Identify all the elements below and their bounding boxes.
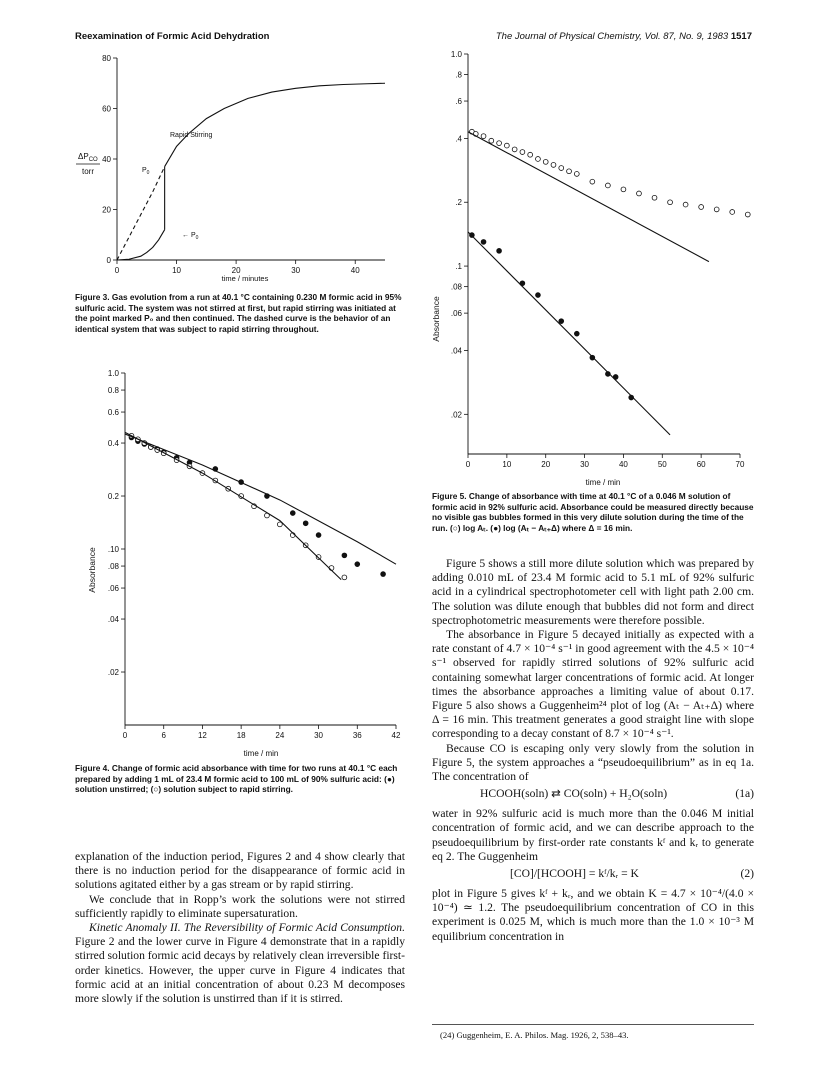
data-point-open [637,191,642,196]
running-header-journal [448,31,752,42]
figure-5-chart [418,44,758,489]
right-column-text [432,557,754,944]
fit-line [117,230,165,260]
figure-4-ylabel: Absorbance [87,547,97,593]
x-tick-label: 30 [580,460,590,469]
figure-5-caption [432,491,754,533]
data-point-open [574,172,579,177]
y-tick-label: 20 [102,205,111,215]
x-tick-label: 0 [122,731,128,740]
x-tick-label: 42 [391,731,401,740]
section-heading: Kinetic Anomaly II. The Reversibility of Formic Acid Consumption. [89,921,405,935]
figure-5-caption-text: Change of absorbance with time at 40.1 °C of a 0.046 M solution of formic acid in 92% sulfuric acid. Absorbance could be measured directly because no visible gas bubbles formed in this very dilute solution during the time of the run. (○) log Aₜ. (●) log (Aₜ − Aₜ₊Δ) where Δ = 16 min. [432,491,754,533]
data-point-open [551,162,556,167]
y-tick-label: 0 [106,256,111,265]
data-point-open [668,200,673,205]
data-point-filled [481,240,486,245]
x-tick-label: 60 [696,460,706,469]
footnote-24: (24) Guggenheim, E. A. Philos. Mag. 1926, 2, 538–43. [440,1030,629,1040]
left-paragraph-2: We conclude that in Ropp’s work the solutions were not stirred sufficiently rapidly to eliminate supersaturation. [75,892,405,920]
y-tick-label: .08 [450,282,462,292]
y-tick-label: 1.0 [450,50,462,59]
x-tick-label: 50 [657,460,667,469]
data-point-open [543,159,548,164]
data-point-filled [355,562,360,567]
right-paragraph-1: Figure 5 shows a still more dilute solution which was prepared by adding 0.010 mL of 23.4 M formic acid to 5.1 mL of 92% sulfuric acid in a cylindrical spectrophotometer cell with light path 2.00 cm. The solution was dilute enough that bubbles did not form and direct spectrophotometric measurements were therefore possible. [432,557,754,627]
data-point-open [481,134,486,139]
data-point-open [683,202,688,207]
x-tick-label: 0 [114,266,120,275]
fit-line [125,432,341,579]
figure-3-caption-text: Gas evolution from a run at 40.1 °C containing 0.230 M formic acid in 95% sulfuric acid. The system was not stirred at first, but rapid stirring was initiated at the point marked P₀ and then continued. The dashed curve is the behavior of an identical system that was subject to rapid stirring throughout. [75,292,402,334]
y-tick-label: 0.6 [107,408,119,418]
data-point-open [590,179,595,184]
data-point-open [528,152,533,157]
data-point-filled [536,293,541,298]
x-tick-label: 24 [275,731,285,740]
y-tick-label: 60 [102,104,111,114]
running-header-title: Reexamination of Formic Acid Dehydration [75,31,270,42]
right-paragraph-3: Because CO is escaping only very slowly from the solution in Figure 5, the system approaches a “pseudoequilibrium” as in eq 1a. The concentration of [432,741,754,784]
data-point-filled [290,511,295,516]
data-point-open [504,143,509,148]
data-point-filled [381,572,386,577]
figure-5-plot-area [451,50,750,469]
equation-1a-number: (1a) [735,787,754,801]
figure-3-ylabel-unit: torr [82,167,94,176]
page-number: 1517 [730,31,752,42]
data-point-open [745,212,750,217]
y-tick-label: .06 [450,309,462,319]
fit-line [468,132,709,262]
figure-5-label: Figure 5. [432,491,467,501]
data-point-open [714,207,719,212]
data-point-open [567,169,572,174]
figure-4-label: Figure 4. [75,763,110,773]
data-point-open [605,183,610,188]
data-point-open [559,166,564,171]
y-tick-label: .8 [455,70,462,80]
left-column-text [75,850,405,1006]
p0-label-lower: ← $P_0$ [182,232,199,241]
y-tick-label: .1 [455,262,462,272]
y-tick-label: 0.4 [107,439,119,449]
equation-2-number: (2) [740,867,754,881]
figure-3-label: Figure 3. [75,292,110,302]
fit-line [165,83,385,166]
data-point-filled [559,319,564,324]
y-tick-label: .08 [107,562,119,572]
y-tick-label: 0.8 [107,386,119,396]
data-point-open [730,210,735,215]
y-tick-label: .04 [107,615,119,625]
data-point-filled [590,355,595,360]
figure-3-chart [70,44,400,290]
y-tick-label: .06 [107,584,119,594]
x-tick-label: 18 [236,731,246,740]
figure-4-chart [70,340,410,780]
data-point-open [536,157,541,162]
x-tick-label: 20 [541,460,551,469]
y-tick-label: .10 [107,545,119,554]
rapid-stirring-label: Rapid Stirring [170,132,213,139]
y-tick-label: .6 [455,97,462,107]
y-tick-label: .4 [455,134,462,144]
figure-3-plot-area [102,54,385,275]
figure-5-ylabel: Absorbance [431,296,441,342]
y-tick-label: .02 [450,410,462,420]
x-tick-label: 70 [735,460,745,469]
x-tick-label: 36 [352,731,362,740]
right-paragraph-2: The absorbance in Figure 5 decayed initially as expected with a rate constant of 4.7 × 10⁻⁴ s⁻¹ in good agreement with the 4.5 × 10⁻⁴ s⁻¹ observed for rapidly stirred solutions of 92% sulfuric acid containing somewhat larger concentrations of formic acid. At longer times the absorbance approaches a limiting value of about 0.17. Figure 5 also shows a Guggenheim²⁴ plot of log (Aₜ − Aₜ₊Δ) where Δ = 16 min. This treatment generates a good straight line with slope corresponding to a decay constant of 8.7 × 10⁻⁴ s⁻¹. [432,628,754,741]
figure-3-xlabel: time / minutes [221,274,269,283]
x-tick-label: 12 [197,731,207,740]
data-point-open [342,575,347,580]
x-tick-label: 30 [314,731,324,740]
data-point-open [512,147,517,152]
data-point-filled [303,521,308,526]
data-point-filled [574,331,579,336]
x-tick-label: 0 [465,460,471,469]
equation-2-body: [CO]/[HCOOH] = kᶠ/kᵣ = K [510,867,639,881]
figure-4-caption-text: Change of formic acid absorbance with time for two runs at 40.1 °C each prepared by adding 1 mL of 23.4 M formic acid to 100 mL of 90% sulfuric acid: (●) solution unstirred; (○) solution subject to rapid stirring. [75,763,398,795]
y-tick-label: .2 [455,198,462,208]
x-tick-label: 20 [231,266,241,275]
data-point-open [621,187,626,192]
x-tick-label: 40 [350,266,360,275]
data-point-open [497,141,502,146]
y-tick-label: .02 [107,668,119,678]
y-tick-label: 1.0 [107,369,119,378]
left-paragraph-3: Kinetic Anomaly II. The Reversibility of Formic Acid Consumption. Figure 2 and the lower curve in Figure 4 demonstrate that in a rapidly stirred solution formic acid decays by relatively clean irreversible first-order kinetics. However, the upper curve in Figure 4 indicates that formic acid at an initial concentration of about 0.23 M decomposes more slowly if the solution is unstirred than if it is stirred. [75,921,405,1006]
data-point-open [520,150,525,155]
right-paragraph-4: water in 92% sulfuric acid is much more than the 0.046 M initial concentration of formic acid, and we can describe approach to the pseudoequilibrium by first-order rate constants kᶠ and kᵣ to generate eq 2. The Guggenheim [432,807,754,863]
equation-1a-body: HCOOH(soln) ⇄ CO(soln) + H₂O(soln) [480,787,668,801]
p0-label-upper: $P_0$ [142,167,150,176]
figure-4-plot-area [108,369,401,740]
x-tick-label: 10 [172,266,182,275]
figure-4-xlabel: time / min [243,749,279,758]
figure-3-ylabel: $\Delta P_{CO}$ [78,152,98,163]
journal-citation: The Journal of Physical Chemistry, Vol. 87, No. 9, 1983 [495,31,729,42]
equation-2 [432,867,754,887]
data-point-filled [342,553,347,558]
y-tick-label: 80 [102,54,111,63]
figure-3-caption [75,292,405,334]
y-tick-label: 40 [102,155,111,164]
left-paragraph-1: explanation of the induction period, Figures 2 and 4 show clearly that there is no induction period for the disappearance of formic acid in solutions agitated either by a gas stream or by rapid stirring. [75,850,405,892]
data-point-open [489,138,494,143]
footnote-rule [432,1024,754,1025]
data-point-filled [316,533,321,538]
data-point-filled [497,248,502,253]
data-point-open [699,205,704,210]
fit-line [468,232,670,435]
x-tick-label: 10 [502,460,512,469]
figure-4-caption [75,763,405,795]
y-tick-label: 0.2 [107,492,119,502]
figure-5-xlabel: time / min [585,478,621,487]
x-tick-label: 30 [291,266,301,275]
data-point-open [652,195,657,200]
dashed-curve [117,167,165,260]
equation-1a [432,787,754,807]
x-tick-label: 6 [161,731,166,740]
right-paragraph-5: plot in Figure 5 gives kᶠ + kᵣ, and we obtain K = 4.7 × 10⁻⁴/(4.0 × 10⁻⁴) ≃ 1.2. The pseudoequilibrium concentration of CO in this experiment is 0.025 M, which is much more than the 1.0 × 10⁻³ M equilibrium concentration in [432,887,754,943]
y-tick-label: .04 [450,346,462,356]
x-tick-label: 40 [618,460,628,469]
